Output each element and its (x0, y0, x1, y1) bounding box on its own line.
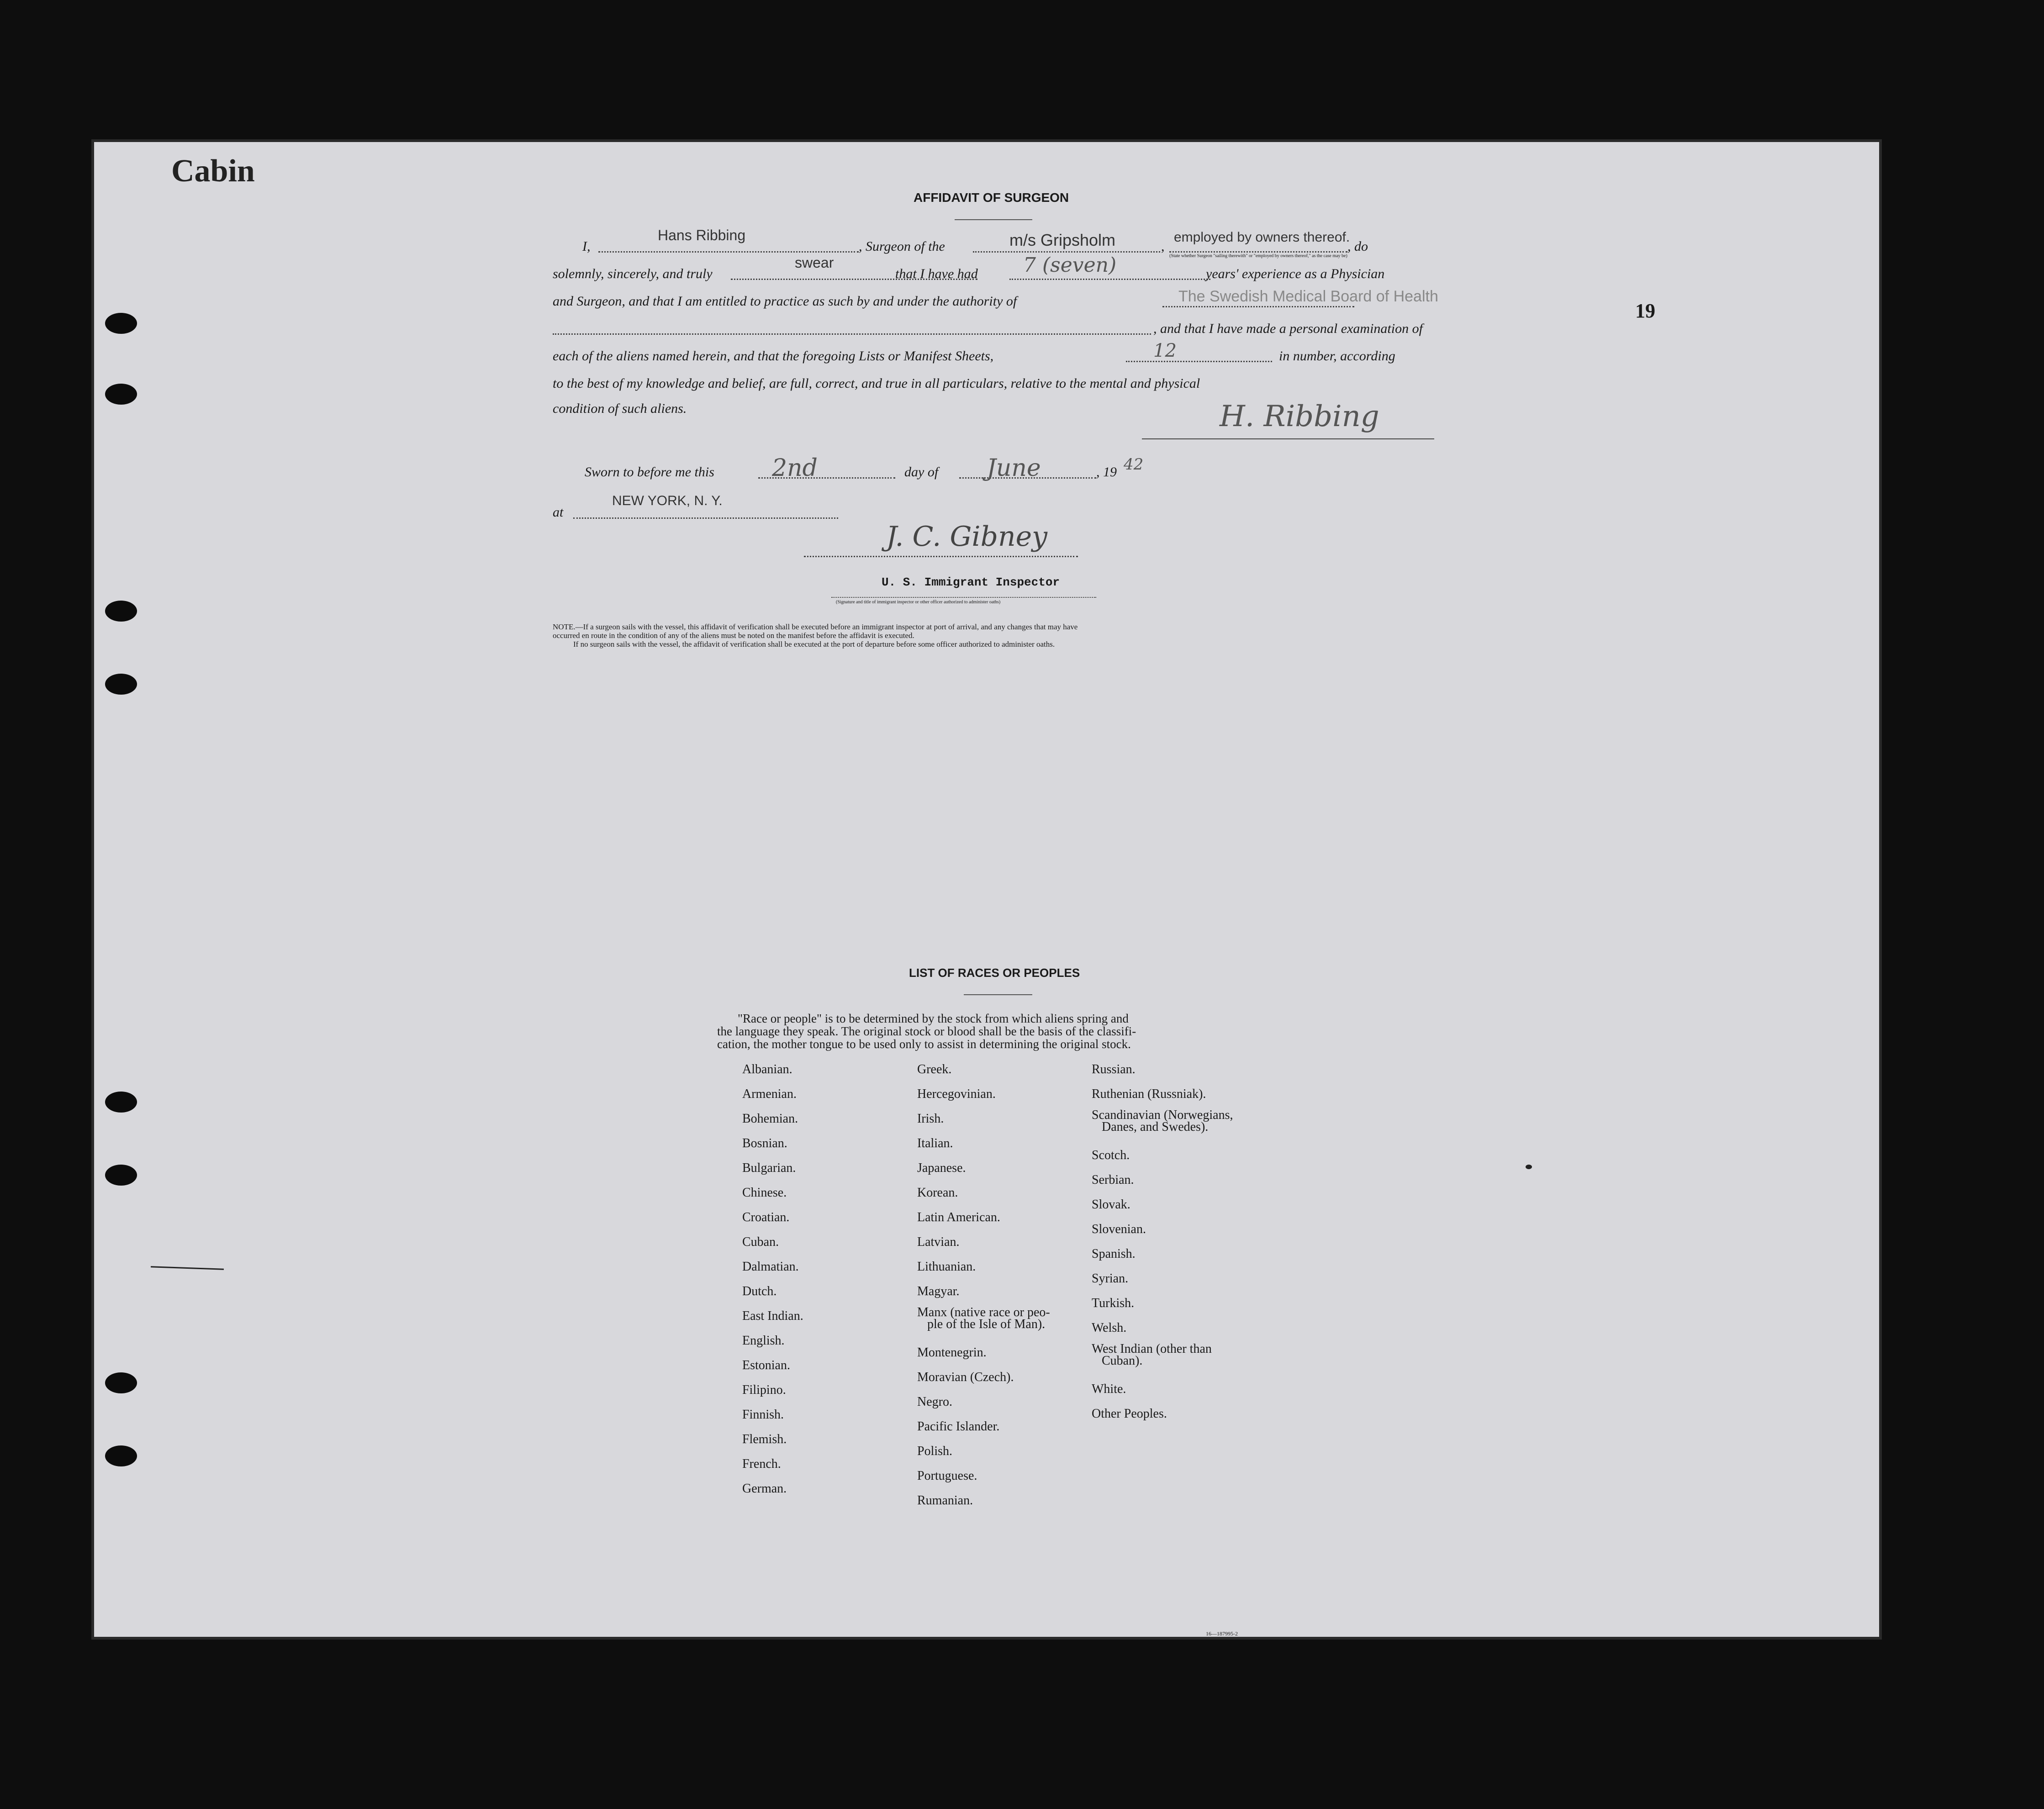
vessel-name: m/s Gripsholm (1009, 231, 1116, 249)
day-value: 2nd (772, 454, 818, 482)
years-line (1009, 279, 1210, 280)
surgeon-name: Hans Ribbing (658, 227, 746, 243)
races-title-rule (964, 994, 1032, 995)
races-column-3 (1092, 1057, 1233, 1426)
race-item-line: West Indian (other than (1092, 1342, 1212, 1356)
race-item: Serbian. (1092, 1173, 1134, 1187)
have-had-text: that I have had (895, 266, 978, 281)
do-text: , do (1347, 239, 1368, 254)
race-item: Negro. (917, 1395, 952, 1409)
experience-text: years' experience as a Physician (1206, 266, 1385, 281)
sheets-value: 12 (1153, 340, 1177, 361)
place-value: NEW YORK, N. Y. (612, 493, 723, 508)
race-item: Pacific Islander. (917, 1419, 1000, 1434)
race-item: Latin American. (917, 1210, 1000, 1224)
at-text: at (553, 505, 564, 520)
sheets-line (1126, 361, 1272, 362)
race-item (1092, 1107, 1233, 1143)
binder-hole (105, 1445, 137, 1466)
race-item: Lithuanian. (917, 1260, 976, 1274)
note-line-3: If no surgeon sails with the vessel, the affidavit of verification shall be executed at the port of departure before some officer authorized to administer oaths. (573, 640, 1055, 649)
race-item: Dalmatian. (742, 1260, 799, 1274)
binder-hole (105, 313, 137, 334)
year-value: 42 (1124, 455, 1144, 474)
race-item: Croatian. (742, 1210, 790, 1224)
race-item-line: Cuban). (1102, 1354, 1143, 1368)
race-item-line: Manx (native race or peo- (917, 1305, 1050, 1319)
place-line (573, 517, 838, 519)
race-item: Finnish. (742, 1408, 784, 1422)
race-item: Latvian. (917, 1235, 960, 1249)
affidavit-title: AFFIDAVIT OF SURGEON (914, 190, 1069, 205)
race-item: Bohemian. (742, 1112, 798, 1126)
month-value: June (987, 454, 1041, 482)
race-item-line: Danes, and Swedes). (1102, 1120, 1209, 1134)
race-item: Welsh. (1092, 1321, 1127, 1335)
race-item: Bulgarian. (742, 1161, 796, 1175)
note-line-1: NOTE.—If a surgeon sails with the vessel, this affidavit of verification shall be executed before an immigrant inspector at port of arrival, and any changes that may have (553, 622, 1078, 631)
aliens-text: each of the aliens named herein, and that the foregoing Lists or Manifest Sheets, (553, 348, 994, 364)
authority-value: The Swedish Medical Board of Health (1178, 288, 1438, 305)
affidavit-i: I, (582, 239, 591, 254)
race-item (1092, 1340, 1233, 1377)
race-item: Ruthenian (Russniak). (1092, 1087, 1206, 1101)
race-item: Dutch. (742, 1284, 777, 1298)
sworn-text: Sworn to before me this (585, 464, 714, 480)
race-item: East Indian. (742, 1309, 803, 1323)
name-line (598, 251, 859, 253)
races-intro-3: cation, the mother tongue to be used only to assist in determining the original stock. (717, 1037, 1131, 1051)
binder-hole (105, 674, 137, 695)
inspector-caption: (Signature and title of immigrant inspector or other officer authorized to administer oaths) (836, 600, 1001, 605)
inspector-caption-line (831, 597, 1096, 598)
examination-text: , and that I have made a personal examination of (1153, 321, 1423, 336)
authority-line (1162, 306, 1354, 307)
race-item: Estonian. (742, 1358, 790, 1372)
race-item: Albanian. (742, 1062, 792, 1076)
race-item: Other Peoples. (1092, 1407, 1167, 1421)
binder-hole (105, 384, 137, 405)
continuation-line (553, 333, 1151, 335)
race-item: Slovenian. (1092, 1222, 1146, 1236)
race-item: Italian. (917, 1136, 953, 1150)
race-item: Syrian. (1092, 1271, 1129, 1286)
race-item: Greek. (917, 1062, 952, 1076)
races-column-2 (917, 1057, 1050, 1513)
surgeon-signature: H. Ribbing (1220, 400, 1379, 433)
races-column-1 (742, 1057, 803, 1501)
binder-hole (105, 1165, 137, 1186)
surgeon-signature-line (1142, 438, 1434, 439)
race-item-line: Scandinavian (Norwegians, (1092, 1108, 1233, 1122)
in-number-text: in number, according (1279, 348, 1395, 364)
binder-hole (105, 1092, 137, 1113)
race-item: Flemish. (742, 1432, 787, 1446)
pen-mark (151, 1266, 224, 1270)
races-intro-2: the language they speak. The original stock or blood shall be the basis of the classifi- (717, 1024, 1136, 1038)
race-item: English. (742, 1334, 785, 1348)
race-item: Hercegovinian. (917, 1087, 996, 1101)
oath-word: swear (795, 254, 834, 271)
note-line-2: occurred en route in the condition of any of the aliens must be noted on the manifest before the affidavit is executed. (553, 631, 914, 640)
binder-hole (105, 601, 137, 622)
years-value: 7 (seven) (1023, 253, 1117, 277)
race-item: White. (1092, 1382, 1126, 1396)
corner-mark: Cabin (171, 153, 255, 189)
race-item: Slovak. (1092, 1197, 1130, 1212)
race-item: Japanese. (917, 1161, 966, 1175)
manifest-page (91, 139, 1882, 1640)
authority-text: and Surgeon, and that I am entitled to practice as such by and under the authority of (553, 294, 1017, 309)
surgeon-of-text: , Surgeon of the (859, 239, 945, 254)
employment-line (1169, 251, 1347, 253)
race-item: Moravian (Czech). (917, 1370, 1014, 1384)
race-item: French. (742, 1457, 781, 1471)
form-number: 16—187995-2 (1206, 1630, 1238, 1637)
races-intro-1: "Race or people" is to be determined by the stock from which aliens spring and (738, 1012, 1129, 1025)
race-item: Spanish. (1092, 1247, 1136, 1261)
race-item: Portuguese. (917, 1469, 977, 1483)
race-item: German. (742, 1482, 787, 1496)
day-of-text: day of (904, 464, 939, 480)
race-item: Cuban. (742, 1235, 779, 1249)
race-item: Korean. (917, 1186, 958, 1200)
race-item: Irish. (917, 1112, 944, 1126)
binder-hole (105, 1372, 137, 1393)
race-item: Bosnian. (742, 1136, 787, 1150)
vessel-line (973, 251, 1160, 253)
race-item: Chinese. (742, 1186, 787, 1200)
race-item: Turkish. (1092, 1296, 1135, 1310)
page-number: 19 (1635, 300, 1655, 322)
year-prefix: , 19 (1096, 464, 1117, 480)
belief-text: to the best of my knowledge and belief, are full, correct, and true in all particulars, relative to the mental and physical (553, 376, 1200, 391)
race-item: Russian. (1092, 1062, 1136, 1076)
race-item: Rumanian. (917, 1493, 973, 1508)
employment-stamp: employed by owners thereof. (1174, 230, 1350, 245)
title-rule (955, 219, 1032, 220)
ink-dot (1526, 1165, 1532, 1169)
races-title: LIST OF RACES OR PEOPLES (909, 966, 1080, 980)
race-item (917, 1304, 1050, 1340)
race-item: Montenegrin. (917, 1345, 987, 1360)
comma: , (1161, 239, 1165, 254)
race-item: Polish. (917, 1444, 953, 1458)
race-item: Armenian. (742, 1087, 797, 1101)
solemnly-text: solemnly, sincerely, and truly (553, 266, 713, 281)
race-item: Filipino. (742, 1383, 786, 1397)
inspector-title: U. S. Immigrant Inspector (882, 575, 1060, 589)
inspector-signature-line (804, 556, 1078, 557)
condition-text: condition of such aliens. (553, 401, 687, 416)
state-note: (State whether Surgeon "sailing therewith" or "employed by owners thereof," as the case may be) (1169, 253, 1347, 258)
inspector-signature: J. C. Gibney (886, 521, 1048, 553)
race-item: Magyar. (917, 1284, 960, 1298)
race-item-line: ple of the Isle of Man). (927, 1317, 1046, 1331)
race-item: Scotch. (1092, 1148, 1130, 1162)
